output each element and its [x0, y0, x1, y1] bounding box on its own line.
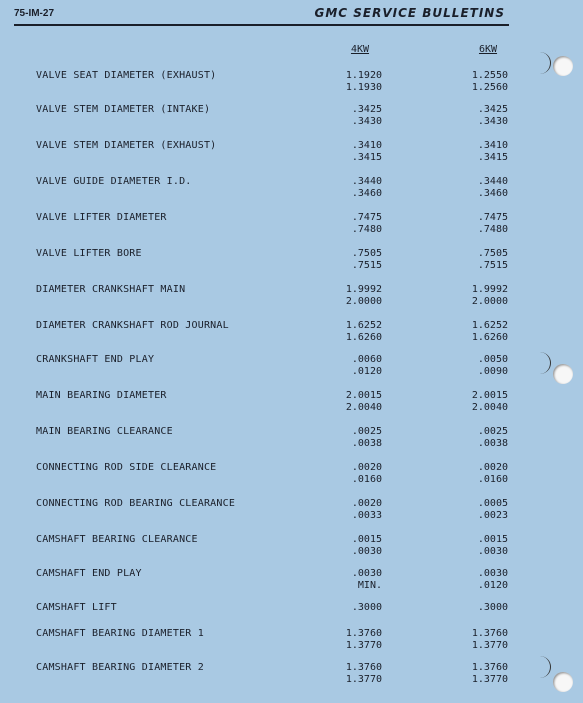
value-line: 2.0040	[345, 402, 382, 413]
value-4kw	[322, 462, 382, 486]
value-line: .0020	[351, 498, 382, 509]
spec-label: CAMSHAFT BEARING DIAMETER 2	[36, 662, 204, 673]
value-line: .7475	[477, 212, 508, 223]
table-row	[0, 212, 583, 238]
value-line: .7475	[351, 212, 382, 223]
value-line: 1.6252	[471, 320, 508, 331]
value-4kw	[322, 320, 382, 344]
value-line: 1.3760	[345, 628, 382, 639]
value-6kw	[448, 284, 508, 308]
table-row	[0, 354, 583, 380]
table-row	[0, 320, 583, 346]
table-row	[0, 662, 583, 688]
value-4kw	[322, 628, 382, 652]
value-line: 1.3760	[471, 662, 508, 673]
value-4kw	[322, 284, 382, 308]
value-line: .0120	[477, 580, 508, 591]
value-line: 1.3760	[471, 628, 508, 639]
table-row	[0, 70, 583, 96]
value-line: .0060	[351, 354, 382, 365]
value-line: .3430	[477, 116, 508, 127]
value-line: .3440	[351, 176, 382, 187]
spec-label: DIAMETER CRANKSHAFT ROD JOURNAL	[36, 320, 229, 331]
value-line: .3460	[351, 188, 382, 199]
value-line: .7505	[351, 248, 382, 259]
value-line: .7505	[477, 248, 508, 259]
value-line: .7480	[477, 224, 508, 235]
spec-label: CONNECTING ROD BEARING CLEARANCE	[36, 498, 236, 509]
table-row	[0, 140, 583, 166]
value-line: .3430	[351, 116, 382, 127]
value-6kw	[448, 602, 508, 614]
table-row	[0, 628, 583, 654]
value-line: .3410	[351, 140, 382, 151]
value-6kw	[448, 534, 508, 558]
value-line: 1.3770	[471, 674, 508, 685]
value-line: 1.6260	[345, 332, 382, 343]
value-line: 1.3770	[345, 674, 382, 685]
value-6kw	[448, 498, 508, 522]
value-6kw	[448, 462, 508, 486]
spec-label: CAMSHAFT END PLAY	[36, 568, 142, 579]
value-6kw	[448, 176, 508, 200]
value-line: .3425	[477, 104, 508, 115]
spec-label: VALVE SEAT DIAMETER (EXHAUST)	[36, 70, 217, 81]
value-4kw	[322, 70, 382, 94]
table-row	[0, 462, 583, 488]
page-header	[14, 6, 509, 26]
value-line: .3440	[477, 176, 508, 187]
spec-label: MAIN BEARING DIAMETER	[36, 390, 167, 401]
value-line: .0033	[351, 510, 382, 521]
value-line: .0015	[477, 534, 508, 545]
value-line: .0090	[477, 366, 508, 377]
value-line: .3425	[351, 104, 382, 115]
spec-label: DIAMETER CRANKSHAFT MAIN	[36, 284, 186, 295]
spec-label: VALVE LIFTER DIAMETER	[36, 212, 167, 223]
spec-label: CONNECTING ROD SIDE CLEARANCE	[36, 462, 217, 473]
value-line: .0025	[477, 426, 508, 437]
table-row	[0, 104, 583, 130]
value-line: .0038	[477, 438, 508, 449]
value-line: 1.1930	[345, 82, 382, 93]
binder-hole	[553, 364, 573, 384]
value-6kw	[448, 70, 508, 94]
value-4kw	[322, 426, 382, 450]
value-6kw	[448, 390, 508, 414]
value-line: 1.3770	[345, 640, 382, 651]
spec-label: CRANKSHAFT END PLAY	[36, 354, 155, 365]
value-line: 1.6252	[345, 320, 382, 331]
value-4kw	[322, 662, 382, 686]
value-6kw	[448, 248, 508, 272]
value-line: .0025	[351, 426, 382, 437]
value-line: 1.3760	[345, 662, 382, 673]
value-line: 1.3770	[471, 640, 508, 651]
value-6kw	[448, 662, 508, 686]
value-6kw	[448, 320, 508, 344]
spec-label: VALVE LIFTER BORE	[36, 248, 142, 259]
value-line: .0160	[477, 474, 508, 485]
table-row	[0, 498, 583, 524]
value-4kw	[322, 568, 382, 592]
value-4kw	[322, 140, 382, 164]
value-line: 1.1920	[345, 70, 382, 81]
table-row	[0, 534, 583, 560]
value-line: 1.9992	[471, 284, 508, 295]
value-line: .0160	[351, 474, 382, 485]
value-6kw	[448, 104, 508, 128]
value-line: .0020	[477, 462, 508, 473]
brand-title: GMC SERVICE BULLETINS	[314, 6, 505, 20]
value-line: .3000	[477, 602, 508, 613]
spec-label: CAMSHAFT BEARING CLEARANCE	[36, 534, 198, 545]
value-line: .0030	[351, 568, 382, 579]
spec-label: CAMSHAFT LIFT	[36, 602, 117, 613]
value-line: .0030	[477, 546, 508, 557]
value-line: .7515	[351, 260, 382, 271]
value-line: .0030	[351, 546, 382, 557]
value-line: .0015	[351, 534, 382, 545]
value-6kw	[448, 568, 508, 592]
value-line: 2.0040	[471, 402, 508, 413]
column-header-6kw: 6KW	[478, 44, 498, 55]
binder-hole	[553, 56, 573, 76]
spec-label: MAIN BEARING CLEARANCE	[36, 426, 173, 437]
value-line: .3410	[477, 140, 508, 151]
value-line: 1.2550	[471, 70, 508, 81]
document-number: 75-IM-27	[14, 8, 55, 19]
table-row	[0, 568, 583, 594]
table-row	[0, 390, 583, 416]
value-line: MIN.	[357, 580, 382, 591]
value-line: .0050	[477, 354, 508, 365]
value-line: 1.9992	[345, 284, 382, 295]
table-row	[0, 248, 583, 274]
value-line: .0030	[477, 568, 508, 579]
value-4kw	[322, 390, 382, 414]
value-line: 2.0000	[471, 296, 508, 307]
value-line: 1.6260	[471, 332, 508, 343]
value-line: 2.0000	[345, 296, 382, 307]
value-line: .7515	[477, 260, 508, 271]
value-6kw	[448, 426, 508, 450]
value-6kw	[448, 628, 508, 652]
value-4kw	[322, 498, 382, 522]
value-line: 2.0015	[471, 390, 508, 401]
table-row	[0, 426, 583, 452]
value-4kw	[322, 602, 382, 614]
value-line: .3415	[477, 152, 508, 163]
value-line: 1.2560	[471, 82, 508, 93]
value-line: 2.0015	[345, 390, 382, 401]
table-row	[0, 176, 583, 202]
column-header-4kw: 4KW	[350, 44, 370, 55]
value-line: .0020	[351, 462, 382, 473]
spec-label: CAMSHAFT BEARING DIAMETER 1	[36, 628, 204, 639]
spec-label: VALVE GUIDE DIAMETER I.D.	[36, 176, 192, 187]
value-4kw	[322, 104, 382, 128]
value-4kw	[322, 212, 382, 236]
value-4kw	[322, 354, 382, 378]
value-6kw	[448, 140, 508, 164]
value-line: .0120	[351, 366, 382, 377]
value-line: .7480	[351, 224, 382, 235]
value-4kw	[322, 534, 382, 558]
value-line: .3460	[477, 188, 508, 199]
spec-label: VALVE STEM DIAMETER (INTAKE)	[36, 104, 211, 115]
value-4kw	[322, 176, 382, 200]
binder-hole	[553, 672, 573, 692]
spec-label: VALVE STEM DIAMETER (EXHAUST)	[36, 140, 217, 151]
value-line: .3415	[351, 152, 382, 163]
value-6kw	[448, 212, 508, 236]
value-6kw	[448, 354, 508, 378]
table-row	[0, 284, 583, 310]
value-line: .0023	[477, 510, 508, 521]
value-line: .0005	[477, 498, 508, 509]
value-line: .3000	[351, 602, 382, 613]
table-row	[0, 602, 583, 628]
value-4kw	[322, 248, 382, 272]
value-line: .0038	[351, 438, 382, 449]
